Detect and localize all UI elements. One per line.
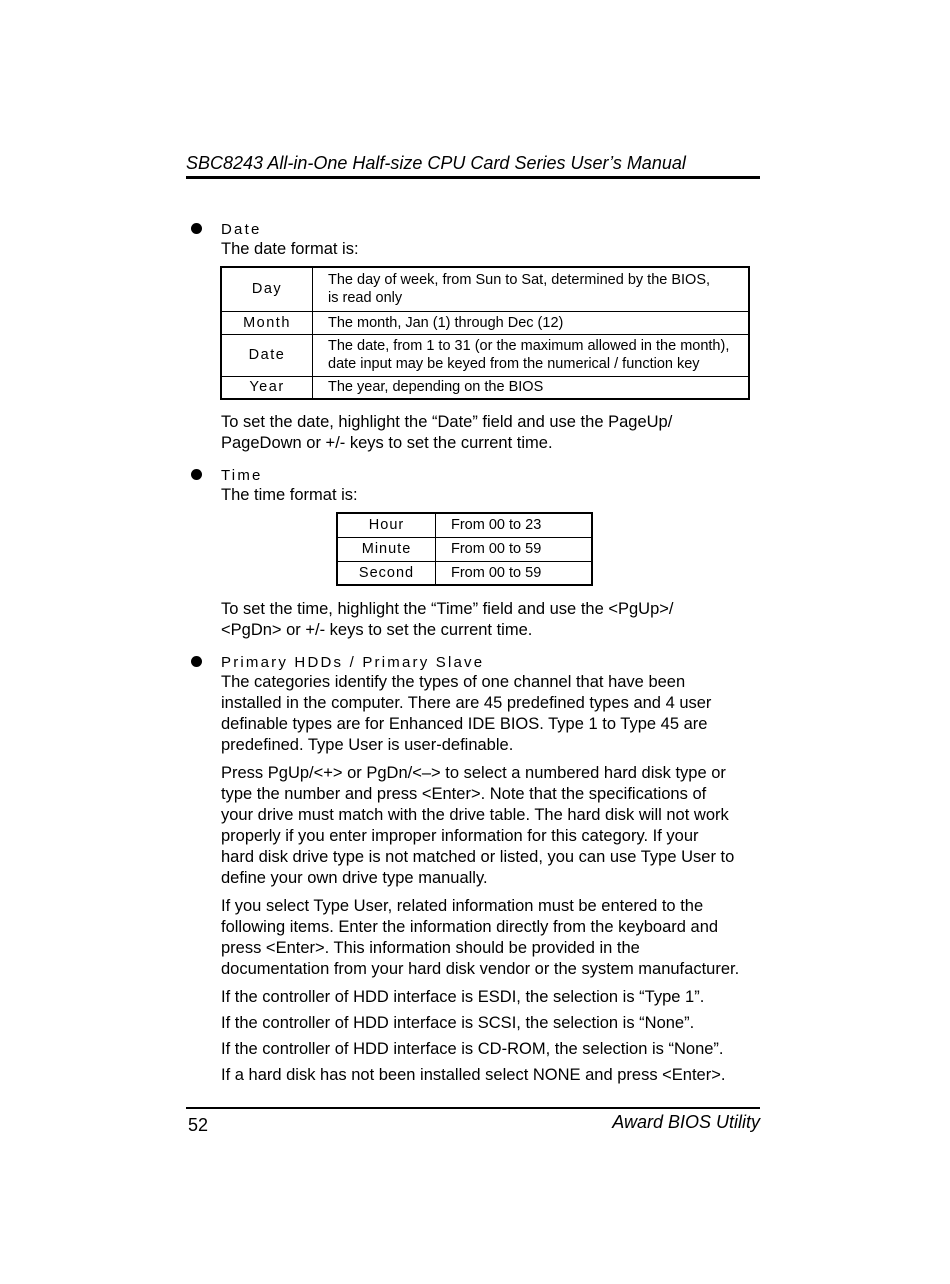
table-value: The day of week, from Sun to Sat, determined by the BIOS, is read only xyxy=(313,267,750,311)
table-key: Hour xyxy=(337,513,436,537)
date-format-table xyxy=(220,266,750,400)
running-header: SBC8243 All-in-One Half-size CPU Card Series User’s Manual xyxy=(186,152,760,179)
page-number: 52 xyxy=(188,1115,209,1135)
paragraph: If the controller of HDD interface is ESDI, the selection is “Type 1”. xyxy=(221,988,705,1006)
table-row xyxy=(221,267,749,311)
section-heading-hdd: Primary HDDs / Primary Slave xyxy=(221,654,485,671)
time-format-table xyxy=(336,512,593,586)
chapter-title: Award BIOS Utility xyxy=(612,1112,760,1132)
table-key: Date xyxy=(221,334,313,376)
table-value: The year, depending on the BIOS xyxy=(313,376,750,399)
table-value: The date, from 1 to 31 (or the maximum allowed in the month), date input may be keyed from the numerical / function key xyxy=(313,334,750,376)
hdd-paragraphs xyxy=(221,672,766,1086)
bullet-icon xyxy=(191,223,202,234)
table-row xyxy=(337,537,592,561)
date-note xyxy=(221,412,766,454)
paragraph: If the controller of HDD interface is SCSI, the selection is “None”. xyxy=(221,1014,695,1032)
table-row xyxy=(337,513,592,537)
table-value: The month, Jan (1) through Dec (12) xyxy=(313,311,750,334)
paragraph: Press PgUp/<+> or PgDn/<–> to select a numbered hard disk type or type the number and press <Enter>. Note that the specifications of your drive must match with the drive table. The hard disk will not work properly if you enter improper information for this category. If your hard disk drive type is not matched or listed, you can use Type User to define your own drive type manually. xyxy=(221,764,735,887)
table-key: Minute xyxy=(337,537,436,561)
date-intro: The date format is: xyxy=(221,240,359,258)
bullet-icon xyxy=(191,469,202,480)
table-value: From 00 to 59 xyxy=(436,537,593,561)
paragraph: The categories identify the types of one channel that have been installed in the computer. There are 45 predefined types and 4 user definable types are for Enhanced IDE BIOS. Type 1 to Type 45 are predefined. Type User is user-definable. xyxy=(221,673,712,754)
table-value: From 00 to 59 xyxy=(436,561,593,585)
paragraph: If the controller of HDD interface is CD-ROM, the selection is “None”. xyxy=(221,1040,724,1058)
date-note-text: To set the date, highlight the “Date” field and use the PageUp/ PageDown or +/- keys to set the current time. xyxy=(221,413,673,452)
time-note-text: To set the time, highlight the “Time” field and use the <PgUp>/ <PgDn> or +/- keys to set the current time. xyxy=(221,600,674,639)
table-key: Year xyxy=(221,376,313,399)
bullet-icon xyxy=(191,656,202,667)
paragraph: If you select Type User, related information must be entered to the following items. Enter the information directly from the keyboard and press <Enter>. This information should be provided in the documentation from your hard disk vendor or the system manufacturer. xyxy=(221,897,740,978)
section-heading-date: Date xyxy=(221,221,262,238)
table-key: Month xyxy=(221,311,313,334)
footer-divider xyxy=(186,1107,760,1109)
section-heading-time: Time xyxy=(221,467,263,484)
table-row xyxy=(221,311,749,334)
table-key: Day xyxy=(221,267,313,311)
table-row xyxy=(221,334,749,376)
paragraph: If a hard disk has not been installed select NONE and press <Enter>. xyxy=(221,1066,726,1084)
table-key: Second xyxy=(337,561,436,585)
time-note xyxy=(221,599,766,641)
table-row xyxy=(221,376,749,399)
table-value: From 00 to 23 xyxy=(436,513,593,537)
time-intro: The time format is: xyxy=(221,486,358,504)
table-row xyxy=(337,561,592,585)
